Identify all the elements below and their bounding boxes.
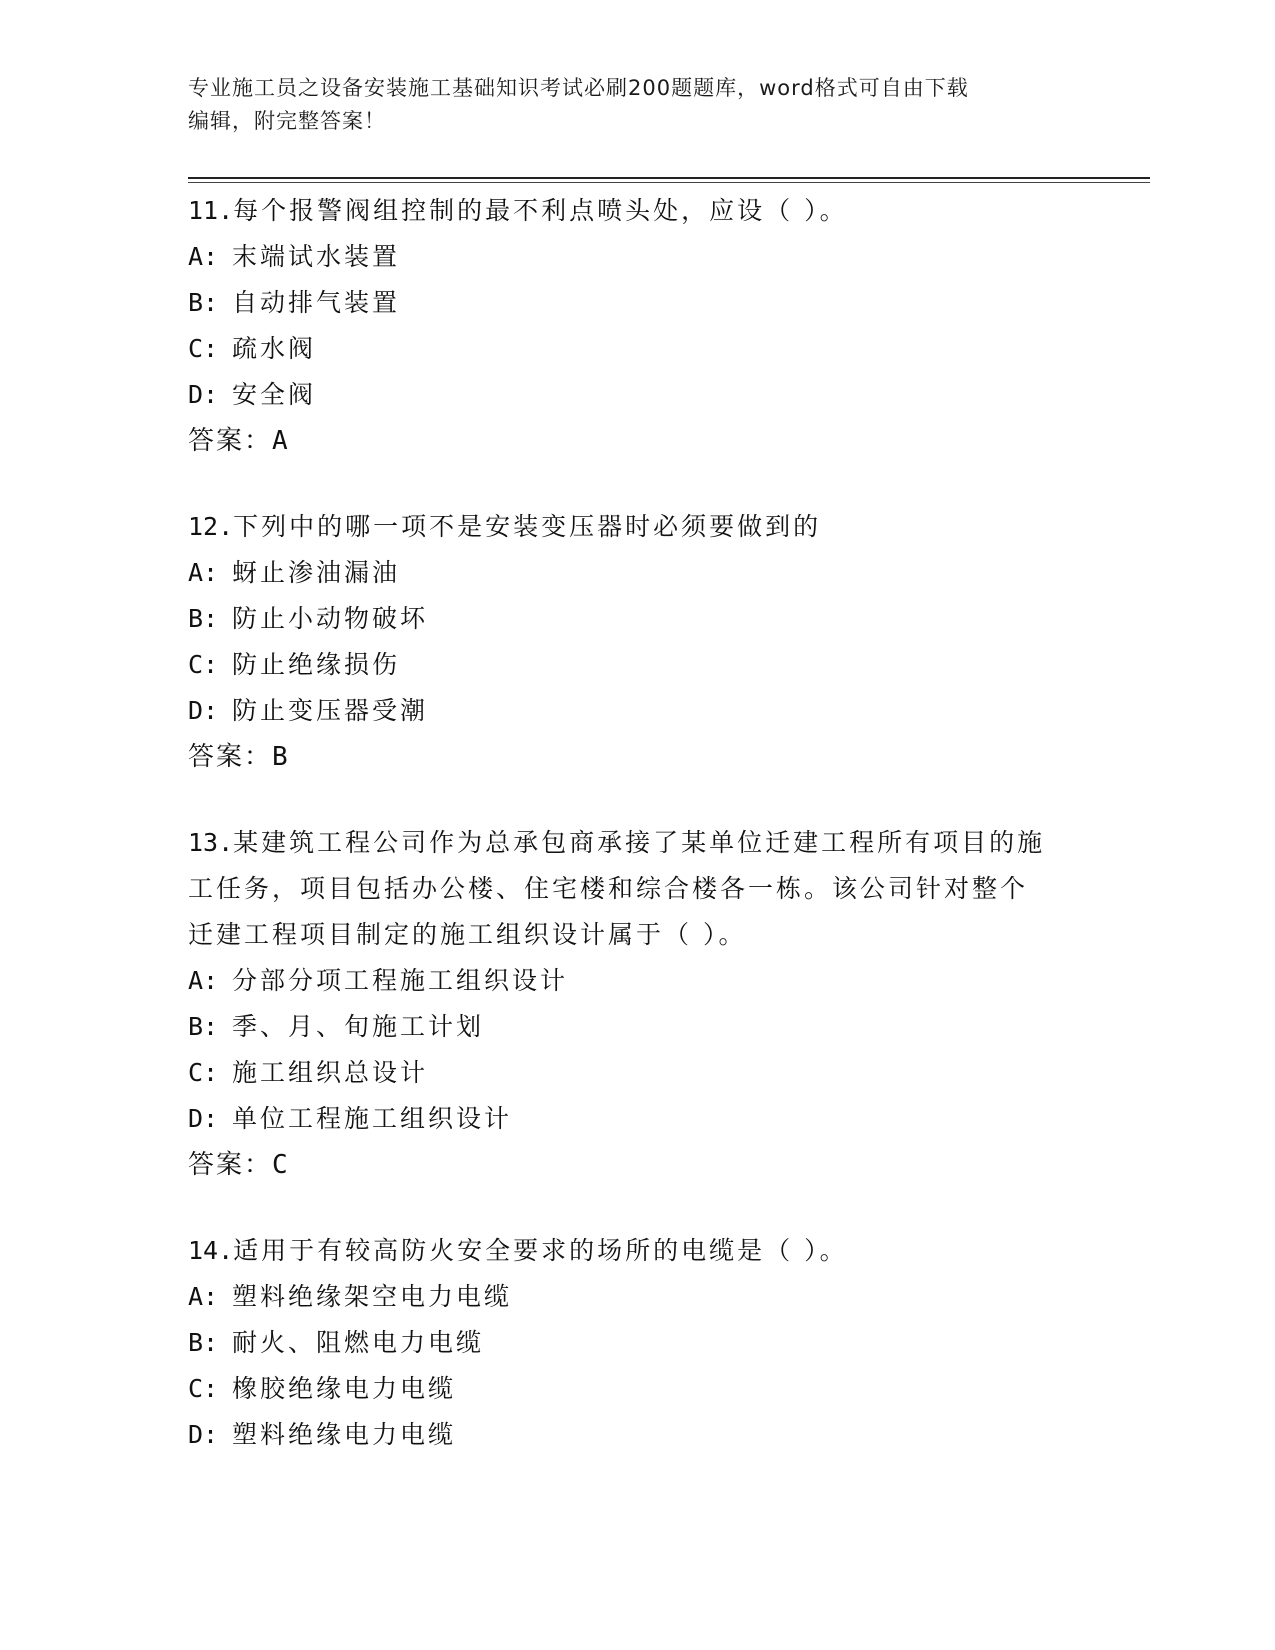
option-key: B: [188, 1328, 219, 1357]
question-text-line-2: 工任务，项目包括办公楼、住宅楼和综合楼各一栋。该公司针对整个 [188, 874, 1029, 903]
option-key: B: [188, 604, 219, 633]
option-text: 塑料绝缘架空电力电缆 [232, 1282, 513, 1311]
option-text: 末端试水装置 [232, 242, 401, 271]
option-a [188, 234, 1088, 280]
option-key: A: [188, 242, 219, 271]
question-text-line-1: 某建筑工程公司作为总承包商承接了某单位迁建工程所有项目的施 [233, 828, 1046, 857]
question-stem-continued [188, 866, 1088, 912]
option-c [188, 326, 1088, 372]
option-text: 耐火、阻燃电力电缆 [232, 1328, 485, 1357]
answer-value: B [272, 742, 290, 772]
option-key: C: [188, 334, 219, 363]
option-key: C: [188, 650, 219, 679]
option-c [188, 642, 1088, 688]
question-14 [188, 1228, 1088, 1458]
option-d [188, 1096, 1088, 1142]
option-text: 蚜止渗油漏油 [232, 558, 401, 587]
header-divider-thin [188, 182, 1150, 183]
answer-label: 答案： [188, 426, 273, 456]
question-12 [188, 504, 1088, 780]
question-text: 下列中的哪一项不是安装变压器时必须要做到的 [233, 512, 822, 541]
option-text: 施工组织总设计 [232, 1058, 429, 1087]
answer-line [188, 734, 1088, 780]
option-key: A: [188, 966, 219, 995]
option-key: B: [188, 1012, 219, 1041]
option-text: 安全阀 [232, 380, 317, 409]
answer-line [188, 418, 1088, 464]
document-header [188, 72, 1088, 138]
option-d [188, 1412, 1088, 1458]
option-text: 季、月、旬施工计划 [232, 1012, 485, 1041]
option-text: 分部分项工程施工组织设计 [232, 966, 569, 995]
option-d [188, 688, 1088, 734]
question-number: 14. [188, 1236, 234, 1265]
question-stem-continued [188, 912, 1088, 958]
question-number: 11. [188, 196, 234, 225]
option-c [188, 1366, 1088, 1412]
option-b [188, 1320, 1088, 1366]
option-key: D: [188, 380, 219, 409]
answer-label: 答案： [188, 742, 273, 772]
option-key: D: [188, 1420, 219, 1449]
answer-value: A [272, 426, 290, 456]
option-a [188, 958, 1088, 1004]
option-text: 自动排气装置 [232, 288, 401, 317]
option-key: A: [188, 558, 219, 587]
question-11 [188, 188, 1088, 464]
question-stem [188, 820, 1088, 866]
header-line-2: 编辑，附完整答案！ [188, 109, 386, 133]
option-text: 橡胶绝缘电力电缆 [232, 1374, 457, 1403]
option-b [188, 1004, 1088, 1050]
option-text: 塑料绝缘电力电缆 [232, 1420, 457, 1449]
option-key: C: [188, 1374, 219, 1403]
question-13 [188, 820, 1088, 1188]
option-c [188, 1050, 1088, 1096]
option-a [188, 550, 1088, 596]
option-key: C: [188, 1058, 219, 1087]
header-line-1: 专业施工员之设备安装施工基础知识考试必刷200题题库，word格式可自由下载 [188, 76, 969, 100]
question-text: 适用于有较高防火安全要求的场所的电缆是（ ）。 [233, 1236, 848, 1265]
option-text: 防止变压器受潮 [232, 696, 429, 725]
answer-value: C [272, 1150, 290, 1180]
question-stem [188, 188, 1088, 234]
option-d [188, 372, 1088, 418]
question-stem [188, 504, 1088, 550]
question-number: 13. [188, 828, 234, 857]
question-text: 每个报警阀组控制的最不利点喷头处，应设（ ）。 [233, 196, 848, 225]
option-text: 疏水阀 [232, 334, 317, 363]
header-divider-thick [188, 177, 1150, 179]
option-b [188, 280, 1088, 326]
option-text: 防止小动物破坏 [232, 604, 429, 633]
question-stem [188, 1228, 1088, 1274]
option-b [188, 596, 1088, 642]
question-list [188, 188, 1088, 1498]
question-text-line-3: 迁建工程项目制定的施工组织设计属于（ ）。 [188, 920, 747, 949]
option-key: D: [188, 696, 219, 725]
option-key: A: [188, 1282, 219, 1311]
answer-label: 答案： [188, 1150, 273, 1180]
option-key: B: [188, 288, 219, 317]
answer-line [188, 1142, 1088, 1188]
option-a [188, 1274, 1088, 1320]
question-number: 12. [188, 512, 234, 541]
option-text: 单位工程施工组织设计 [232, 1104, 513, 1133]
option-key: D: [188, 1104, 219, 1133]
option-text: 防止绝缘损伤 [232, 650, 401, 679]
